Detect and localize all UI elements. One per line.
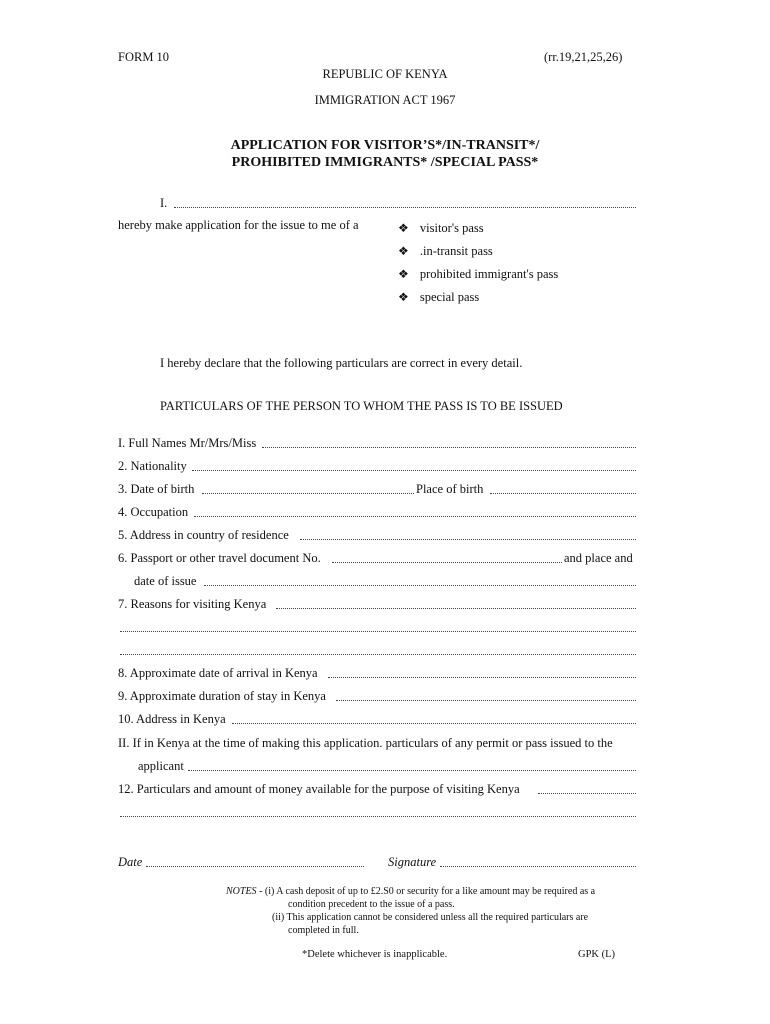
field-date-of-birth-line[interactable] bbox=[202, 493, 414, 494]
diamond-bullet-icon: ❖ bbox=[398, 267, 409, 281]
field-passport-line[interactable] bbox=[332, 562, 562, 563]
field-duration-label: 9. Approximate duration of stay in Kenya bbox=[118, 689, 326, 703]
field-nationality-line[interactable] bbox=[192, 470, 636, 471]
signature-label: Signature bbox=[388, 855, 437, 869]
date-line[interactable] bbox=[146, 866, 364, 867]
field-date-of-issue-label: date of issue bbox=[134, 574, 197, 588]
field-duration-line[interactable] bbox=[336, 700, 636, 701]
note-1b: condition precedent to the issue of a pass. bbox=[288, 899, 455, 910]
form-title-line-2: PROHIBITED IMMIGRANTS* /SPECIAL PASS* bbox=[231, 155, 539, 170]
notes-label: NOTES bbox=[226, 886, 257, 897]
field-address-kenya-label: 10. Address in Kenya bbox=[118, 712, 226, 726]
field-passport-label: 6. Passport or other travel document No. bbox=[118, 551, 321, 565]
particulars-heading: PARTICULARS OF THE PERSON TO WHOM THE PASS IS TO BE ISSUED bbox=[160, 399, 563, 413]
rules-reference: (rr.19,21,25,26) bbox=[544, 50, 623, 64]
field-occupation-label: 4. Occupation bbox=[118, 505, 189, 519]
pass-option[interactable] bbox=[398, 267, 558, 282]
note-2b: completed in full. bbox=[288, 925, 359, 936]
pass-option[interactable] bbox=[398, 244, 493, 259]
pass-option-label: prohibited immigrant's pass bbox=[419, 267, 559, 281]
notes-line-1 bbox=[226, 885, 595, 898]
field-money-line-2[interactable] bbox=[120, 816, 636, 817]
note-2a: (ii) This application cannot be considered unless all the required particulars are bbox=[272, 912, 589, 923]
diamond-bullet-icon: ❖ bbox=[398, 221, 409, 235]
field-money-label: 12. Particulars and amount of money available for the purpose of visiting Kenya bbox=[118, 782, 520, 796]
declaration-text: I hereby declare that the following particulars are correct in every detail. bbox=[160, 356, 523, 370]
field-place-and-label: and place and bbox=[564, 551, 633, 565]
field-occupation-line[interactable] bbox=[194, 516, 636, 517]
country-heading: REPUBLIC OF KENYA bbox=[322, 67, 448, 81]
delete-note: *Delete whichever is inapplicable. bbox=[302, 949, 448, 960]
pass-option-label: visitor's pass bbox=[419, 221, 484, 235]
printer-code: GPK (L) bbox=[578, 949, 616, 960]
pass-option[interactable] bbox=[398, 221, 484, 236]
hereby-text: hereby make application for the issue to me of a bbox=[118, 218, 359, 232]
field-money-line[interactable] bbox=[538, 793, 636, 794]
field-address-residence-line[interactable] bbox=[300, 539, 636, 540]
field-address-residence-label: 5. Address in country of residence bbox=[118, 528, 289, 542]
applicant-name-line[interactable] bbox=[174, 207, 636, 208]
field-full-names-label: I. Full Names Mr/Mrs/Miss bbox=[118, 436, 257, 450]
pass-option-label: .in-transit pass bbox=[419, 244, 493, 258]
applicant-i-label: I. bbox=[160, 196, 168, 210]
field-address-kenya-line[interactable] bbox=[232, 723, 636, 724]
field-arrival-date-line[interactable] bbox=[328, 677, 636, 678]
note-1a: - (i) A cash deposit of up to £2.S0 or security for a like amount may be required as a bbox=[259, 886, 596, 897]
field-arrival-date-label: 8. Approximate date of arrival in Kenya bbox=[118, 666, 318, 680]
field-nationality-label: 2. Nationality bbox=[118, 459, 187, 473]
field-full-names-line[interactable] bbox=[262, 447, 636, 448]
pass-option[interactable] bbox=[398, 290, 479, 305]
pass-option-label: special pass bbox=[419, 290, 480, 304]
act-heading: IMMIGRATION ACT 1967 bbox=[314, 93, 456, 107]
form-title-line-1: APPLICATION FOR VISITOR’S*/IN-TRANSIT*/ bbox=[230, 138, 540, 153]
field-date-of-birth-label: 3. Date of birth bbox=[118, 482, 195, 496]
form-number: FORM 10 bbox=[118, 50, 170, 64]
field-reasons-line-3[interactable] bbox=[120, 654, 636, 655]
signature-line[interactable] bbox=[440, 866, 636, 867]
date-label: Date bbox=[118, 855, 143, 869]
field-permit-label: II. If in Kenya at the time of making this application. particulars of any permit or pass issued to the bbox=[118, 736, 613, 750]
diamond-bullet-icon: ❖ bbox=[398, 244, 409, 258]
field-place-of-birth-label: Place of birth bbox=[416, 482, 484, 496]
field-reasons-label: 7. Reasons for visiting Kenya bbox=[118, 597, 267, 611]
field-place-of-birth-line[interactable] bbox=[490, 493, 636, 494]
field-reasons-line-2[interactable] bbox=[120, 631, 636, 632]
field-applicant-line[interactable] bbox=[188, 770, 636, 771]
field-date-of-issue-line[interactable] bbox=[204, 585, 636, 586]
field-applicant-label: applicant bbox=[138, 759, 184, 773]
diamond-bullet-icon: ❖ bbox=[398, 290, 409, 304]
field-reasons-line[interactable] bbox=[276, 608, 636, 609]
